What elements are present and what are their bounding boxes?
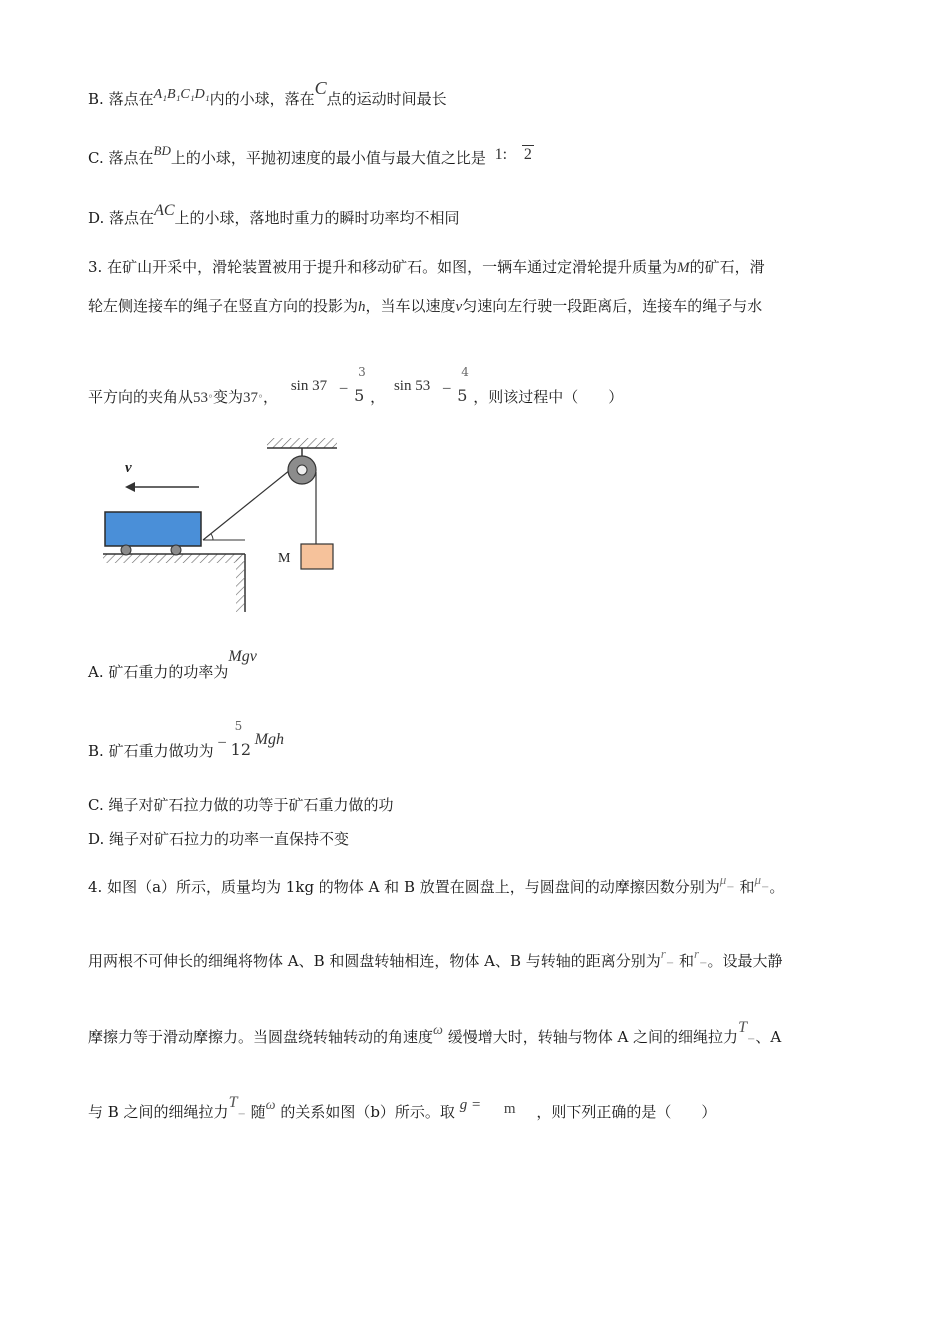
question-text: 的关系如图（b）所示。取: [280, 1103, 455, 1121]
minus-sign: –: [218, 734, 226, 750]
point-c: C: [314, 78, 327, 98]
option-text: 落点在: [109, 209, 155, 227]
question-text: 缓慢增大时，转轴与物体 A 之间的细绳拉力: [447, 1028, 739, 1046]
rope-to-car: [203, 466, 295, 540]
segment-ac: AC: [154, 202, 175, 219]
fraction-numerator: 5: [234, 719, 243, 733]
ceiling: [267, 438, 337, 448]
velocity-symbol: v: [455, 299, 463, 315]
option-text: 上的小球，平抛初速度的最小值与最大值之比是: [170, 149, 486, 167]
angle-37: 37: [243, 390, 259, 406]
fraction-numerator: 3: [358, 365, 366, 379]
option-text: 落点在: [108, 149, 154, 167]
option-text: 内的小球，落在: [209, 90, 315, 108]
option-2b: [88, 78, 447, 111]
option-text: 绳子对矿石拉力做的功等于矿石重力做的功: [108, 796, 394, 814]
question-text: ，则该过程中（ ）: [473, 388, 624, 406]
q4-line-2: 用两根不可伸长的细绳将物体 A、B 和圆盘转轴相连，物体 A、B 与转轴的距离分别为r− 和r−。设最大静: [88, 946, 783, 970]
option-text: 落点在: [108, 90, 154, 108]
option-label: C.: [88, 796, 104, 814]
mu-symbol: μ: [754, 872, 761, 887]
option-text: 矿石重力的功率为: [108, 663, 229, 681]
q4-line-3: 摩擦力等于滑动摩擦力。当圆盘绕转轴转动的角速度ω 缓慢增大时，转轴与物体 A 之间的细绳拉力T−、A: [88, 1019, 782, 1046]
omega-symbol: ω: [265, 1098, 276, 1113]
option-text: 矿石重力做功为: [108, 742, 214, 760]
option-2d: [88, 202, 460, 229]
option-label: D.: [88, 830, 105, 848]
option-text: 绳子对矿石拉力的功率一直保持不变: [109, 830, 350, 848]
question-text: 如图（a）所示，质量均为 1kg 的物体 A 和 B 放置在圆盘上，与圆盘间的动摩擦因数分别为: [107, 878, 720, 896]
option-text: 点的运动时间最长: [326, 90, 447, 108]
fraction-denominator: 5: [457, 386, 468, 405]
mass-symbol: M: [677, 260, 690, 276]
question-text: ，: [263, 388, 279, 406]
option-label: D.: [88, 209, 105, 227]
sin53-label: sin 53: [393, 378, 431, 394]
angle-53: 53: [193, 390, 209, 406]
gravity-unit: m: [503, 1101, 516, 1117]
question-text: 摩擦力等于滑动摩擦力。当圆盘绕转轴转动的角速度: [88, 1028, 434, 1046]
question-text: 用两根不可伸长的细绳将物体 A、B 和圆盘转轴相连，物体 A、B 与转轴的距离分别为: [88, 952, 661, 970]
ore-block: [301, 544, 333, 569]
option-label: A.: [88, 663, 104, 681]
segment-bd: BD: [153, 143, 171, 158]
q3-option-d: [88, 829, 349, 849]
sin37-fraction: [352, 365, 370, 405]
question-text: 在矿山开采中，滑轮装置被用于提升和移动矿石。如图，一辆车通过定滑轮提升质量为: [107, 258, 678, 276]
question-text: 与 B 之间的细绳拉力: [88, 1103, 229, 1121]
omega-symbol: ω: [433, 1023, 443, 1038]
question-text: 和: [679, 952, 695, 970]
q3-line-2: [88, 296, 762, 317]
question-number: 3.: [88, 258, 103, 276]
car: [105, 512, 201, 555]
question-number: 4.: [88, 878, 103, 896]
option-label: B.: [88, 742, 104, 760]
height-symbol: h: [358, 299, 366, 315]
points-a1b1c1d1: A₁B₁C₁D₁: [153, 87, 210, 102]
option-2c: [88, 143, 534, 169]
sin37-label: sin 37: [290, 378, 328, 394]
fraction-numerator: 4: [461, 365, 469, 379]
pulley-figure: [95, 430, 355, 620]
q3-line-1: [88, 257, 765, 278]
r-symbol: r: [660, 946, 666, 961]
ratio: 1:: [494, 146, 508, 163]
sin53-fraction: [455, 365, 473, 405]
question-text: 随: [250, 1103, 266, 1121]
tension-symbol: T: [738, 1019, 747, 1036]
question-text: 匀速向左行驶一段距离后，连接车的绳子与水: [462, 297, 763, 315]
question-text: 平方向的夹角从: [88, 388, 194, 406]
q3-option-a: [88, 648, 257, 683]
q3-option-b: [88, 719, 284, 762]
tension-symbol: T: [228, 1094, 238, 1111]
mass-label: M: [278, 551, 291, 566]
work-expression: Mgh: [254, 731, 284, 748]
q4-line-4: 与 B 之间的细绳拉力T− 随ω 的关系如图（b）所示。取 g = m ，则下列正确的是（ ）: [88, 1094, 717, 1121]
work-fraction: [230, 719, 252, 759]
q3-option-c: [88, 795, 394, 815]
question-text: ，: [370, 388, 386, 406]
r-symbol: r: [694, 946, 700, 961]
q4-line-1: 4. 如图（a）所示，质量均为 1kg 的物体 A 和 B 放置在圆盘上，与圆盘间的动摩擦因数分别为μ− 和μ−。: [88, 872, 785, 896]
ground: [103, 554, 245, 612]
question-text: ，当车以速度: [365, 297, 456, 315]
equals-sign: –: [443, 380, 451, 396]
velocity-arrow: [125, 482, 199, 492]
question-text: ，则下列正确的是（ ）: [536, 1103, 717, 1121]
pulley: [288, 456, 316, 484]
power-expression: Mgv: [228, 648, 257, 665]
question-text: 变为: [213, 388, 244, 406]
equals-sign: –: [339, 380, 348, 396]
gravity-equation: g =: [459, 1097, 482, 1113]
q3-line-3: 平方向的夹角从53°变为37°， sin 37 – 3 5 ， sin 53 – 4 5 ，则该过程中（ ）: [88, 382, 623, 410]
mu-symbol: μ: [719, 872, 727, 887]
sqrt-two: 2: [523, 146, 532, 163]
question-text: 轮左侧连接车的绳子在竖直方向的投影为: [88, 297, 359, 315]
velocity-label: v: [125, 460, 132, 476]
question-text: 、A: [755, 1028, 782, 1046]
option-text: 上的小球，落地时重力的瞬时功率均不相同: [174, 209, 460, 227]
option-label: B.: [88, 90, 104, 108]
fraction-denominator: 12: [230, 740, 252, 759]
question-text: 。: [769, 878, 785, 896]
question-text: 和: [739, 878, 755, 896]
option-label: C.: [88, 149, 104, 167]
question-text: 。设最大静: [707, 952, 783, 970]
fraction-denominator: 5: [354, 386, 365, 405]
question-text: 的矿石，滑: [689, 258, 765, 276]
